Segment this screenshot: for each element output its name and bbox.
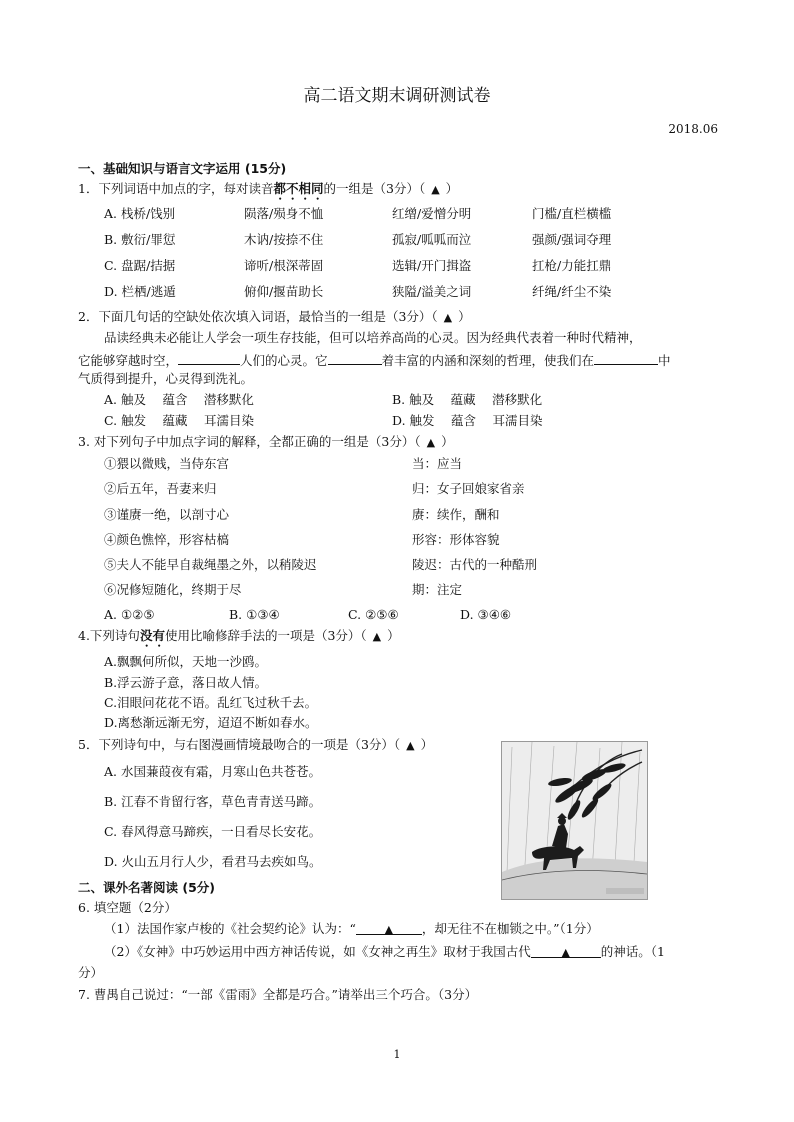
q3-item-4-sentence: ④颜色憔悴，形容枯槁 xyxy=(104,532,230,547)
q6-item-2-continued: 分） xyxy=(78,965,104,980)
passage-text: 人们的心灵。它 xyxy=(240,353,328,368)
answer-marker: ▲ xyxy=(372,630,382,643)
q1-row-d-col2: 俯仰/揠苗助长 xyxy=(244,284,324,299)
q1-row-a-col3: 红缯/爱憎分明 xyxy=(392,206,472,221)
page-title: 高二语文期末调研测试卷 xyxy=(303,86,491,106)
answer-marker: ▲ xyxy=(431,183,440,196)
question-3-stem xyxy=(78,433,454,452)
emphasis-text: 都不相同 xyxy=(273,181,324,196)
q5-option-d: D. 火山五月行人少，看君马去疾如鸟。 xyxy=(104,854,322,869)
q3-item-2-sentence: ②后五年，吾妻来归 xyxy=(104,481,217,496)
question-2-stem xyxy=(78,308,471,327)
q1-row-c-col2: 谛听/根深蒂固 xyxy=(244,258,324,273)
q1-row-d-col3: 狭隘/溢美之词 xyxy=(392,284,472,299)
answer-marker: ▲ xyxy=(443,311,453,324)
q2-option-d: D. 触发 蕴含 耳濡目染 xyxy=(392,413,543,428)
fill-blank-q6-2[interactable] xyxy=(531,943,601,958)
page-number: 1 xyxy=(393,1048,401,1061)
question-7-stem: 7. 曹禺自己说过：“一部《雷雨》全都是巧合。”请举出三个巧合。（3分） xyxy=(78,987,478,1002)
q1-row-b-col1: B. 敷衍/罪愆 xyxy=(104,232,176,247)
q3-item-3-gloss: 赓：续作，酬和 xyxy=(412,507,500,522)
answer-marker: ▲ xyxy=(426,436,436,449)
q2-passage-line-1: 品读经典未必能让人学会一项生存技能，但可以培养高尚的心灵。因为经典代表着一种时代精神， xyxy=(104,330,642,345)
section-heading-2: 二、课外名著阅读 (5分) xyxy=(78,880,215,895)
question-text: ） xyxy=(387,628,400,643)
q3-item-5-sentence: ⑤夫人不能早自裁绳墨之外，以稍陵迟 xyxy=(104,557,317,572)
question-6-stem: 6. 填空题（2分） xyxy=(78,900,177,915)
q2-option-c: C. 触发 蕴藏 耳濡目染 xyxy=(104,413,255,428)
q3-item-2-gloss: 归：女子回娘家省亲 xyxy=(412,481,525,496)
question-5-stem xyxy=(78,736,433,755)
q5-option-b: B. 江春不肯留行客，草色青青送马蹄。 xyxy=(104,794,322,809)
q1-row-b-col3: 孤寂/呱呱而泣 xyxy=(392,232,472,247)
q2-passage-line-2 xyxy=(78,350,671,370)
q4-option-b: B.浮云游子意，落日故人情。 xyxy=(104,675,268,690)
q1-row-a-col2: 陨落/殒身不恤 xyxy=(244,206,324,221)
q4-option-d: D.离愁渐远渐无穷，迢迢不断如春水。 xyxy=(104,715,318,730)
cartoon-illustration xyxy=(501,741,648,900)
section-heading-1: 一、基础知识与语言文字运用 (15分) xyxy=(78,161,287,176)
q4-option-a: A.飘飘何所似，天地一沙鸥。 xyxy=(104,654,268,669)
q1-row-c-col3: 选辑/开门揖盗 xyxy=(392,258,472,273)
question-text: （1）法国作家卢梭的《社会契约论》认为：“ xyxy=(104,921,356,936)
question-text: ） xyxy=(458,309,471,324)
answer-marker: ▲ xyxy=(384,923,394,936)
q1-row-d-col1: D. 栏栖/逃遁 xyxy=(104,284,176,299)
q5-option-a: A. 水国蒹葭夜有霜，月寒山色共苍苍。 xyxy=(104,764,321,779)
q5-option-c: C. 春风得意马蹄疾，一日看尽长安花。 xyxy=(104,824,322,839)
question-text: ） xyxy=(441,434,454,449)
answer-marker: ▲ xyxy=(561,946,570,959)
passage-text: 着丰富的内涵和深刻的哲理，使我们在 xyxy=(381,353,595,368)
rider-willow-illustration xyxy=(502,742,647,899)
question-text: 的神话。（1 xyxy=(600,944,665,959)
question-4-stem xyxy=(78,627,400,650)
question-text: ，却无往不在枷锁之中。”（1分） xyxy=(421,921,599,936)
question-text: 3. 对下列句子中加点字词的解释，全都正确的一组是（3分）（ xyxy=(78,434,421,449)
q2-passage-line-3: 气质得到提升，心灵得到洗礼。 xyxy=(78,371,254,386)
q3-item-1-sentence: ①猥以微贱，当侍东宫 xyxy=(104,456,230,471)
q6-item-2 xyxy=(104,943,665,961)
q3-option-c: C. ②⑤⑥ xyxy=(348,607,399,622)
question-text: 2．下面几句话的空缺处依次填入词语，最恰当的一组是（3分）（ xyxy=(78,309,438,324)
question-text: 1．下列词语中加点的字，每对读音 xyxy=(78,181,274,196)
fill-blank-2[interactable] xyxy=(328,350,382,365)
q1-row-a-col1: A. 栈桥/饯别 xyxy=(104,206,176,221)
q1-row-b-col4: 强颜/强词夺理 xyxy=(532,232,612,247)
question-text: （2）《女神》中巧妙运用中西方神话传说，如《女神之再生》取材于我国古代 xyxy=(104,944,531,959)
q3-item-6-gloss: 期：注定 xyxy=(412,582,463,597)
q2-option-b: B. 触及 蕴藏 潜移默化 xyxy=(392,392,543,407)
q3-option-a: A. ①②⑤ xyxy=(104,607,155,622)
q3-item-3-sentence: ③谨赓一绝，以剖寸心 xyxy=(104,507,230,522)
q3-item-5-gloss: 陵迟：古代的一种酷刑 xyxy=(412,557,538,572)
passage-text: 它能够穿越时空， xyxy=(78,353,179,368)
q3-option-d: D. ③④⑥ xyxy=(460,607,512,622)
q1-row-c-col4: 扛枪/力能扛鼎 xyxy=(532,258,612,273)
fill-blank-3[interactable] xyxy=(594,350,658,365)
question-text: ） xyxy=(445,181,459,196)
q3-item-6-sentence: ⑥况修短随化，终期于尽 xyxy=(104,582,242,597)
fill-blank-1[interactable] xyxy=(178,350,240,365)
passage-text: 中 xyxy=(658,353,671,368)
q3-item-1-gloss: 当：应当 xyxy=(412,456,463,471)
exam-date: 2018.06 xyxy=(668,122,718,136)
q6-item-1 xyxy=(104,920,599,938)
q1-row-d-col4: 纤绳/纤尘不染 xyxy=(532,284,612,299)
q1-row-a-col4: 门槛/直栏横槛 xyxy=(532,206,612,221)
q2-option-a: A. 触及 蕴含 潜移默化 xyxy=(104,392,254,407)
question-text: 4.下列诗句 xyxy=(78,628,140,643)
emphasis-text: 没有 xyxy=(139,628,165,643)
q3-item-4-gloss: 形容：形体容貌 xyxy=(412,532,500,547)
question-text: 的一组是（3分）（ xyxy=(323,181,426,196)
question-1-stem xyxy=(78,180,458,203)
question-text: ） xyxy=(420,737,434,752)
q1-row-c-col1: C. 盘踞/拮据 xyxy=(104,258,176,273)
question-text: 5．下列诗句中，与右图漫画情境最吻合的一项是（3分）（ xyxy=(78,737,401,752)
question-text: 使用比喻修辞手法的一项是（3分）（ xyxy=(164,628,367,643)
answer-marker: ▲ xyxy=(406,739,415,752)
q4-option-c: C.泪眼问花花不语。乱红飞过秋千去。 xyxy=(104,695,318,710)
q1-row-b-col2: 木讷/按捺不住 xyxy=(244,232,324,247)
fill-blank-q6-1[interactable] xyxy=(356,920,422,935)
q3-option-b: B. ①③④ xyxy=(229,607,280,622)
